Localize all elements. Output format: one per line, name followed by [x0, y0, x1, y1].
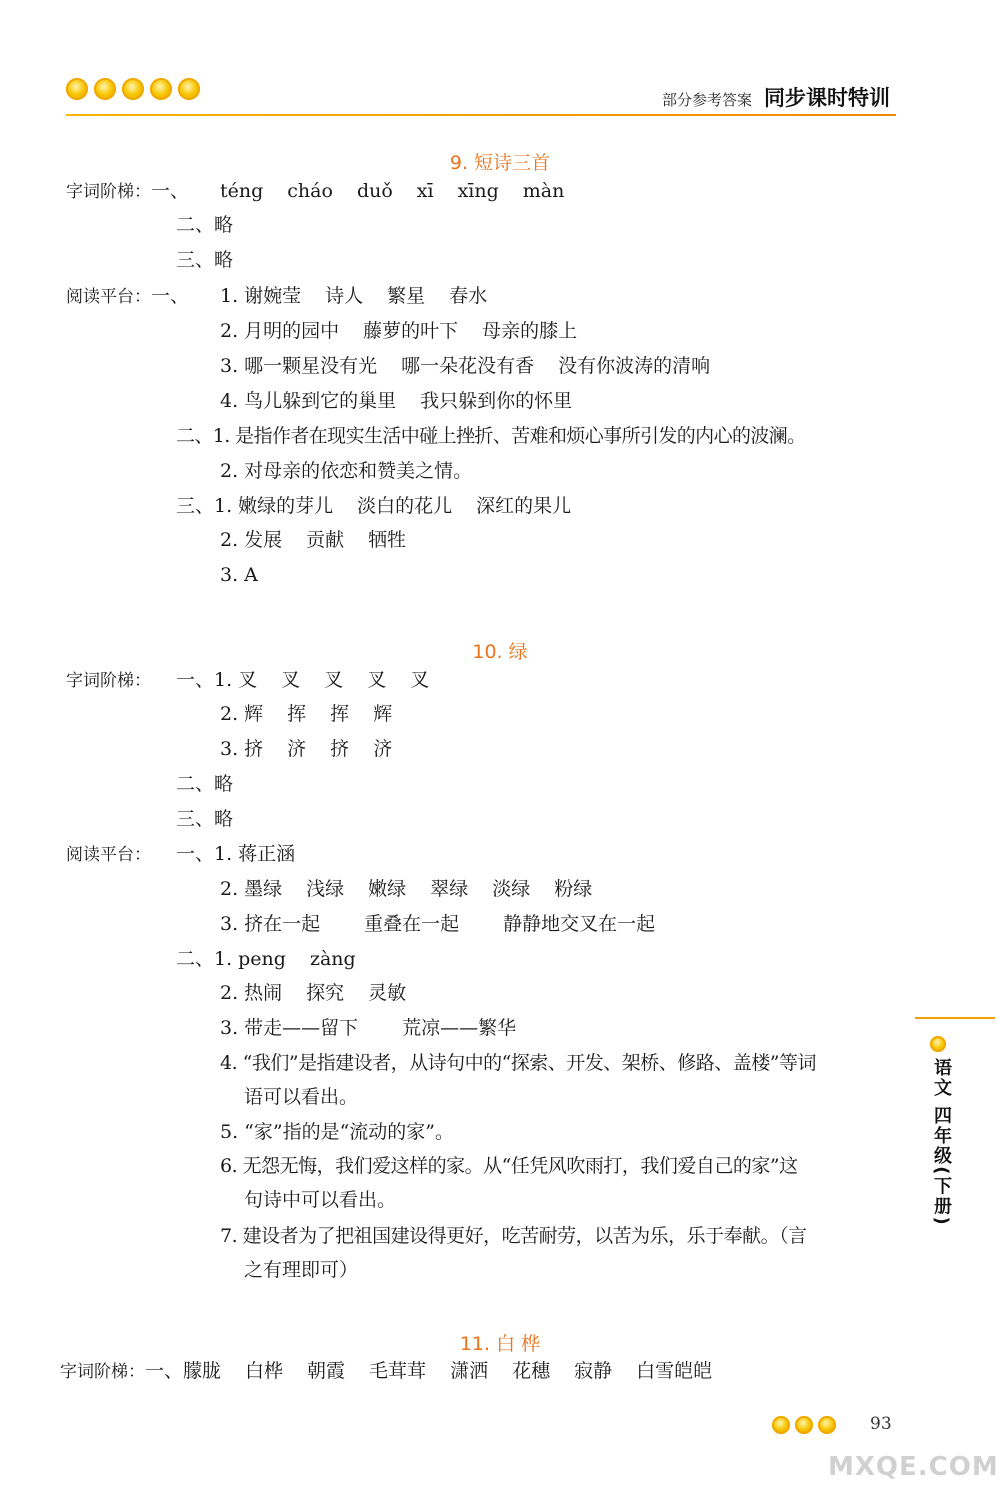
s9-yd-1-2: 2. 月明的园中 藤萝的叶下 母亲的膝上	[220, 320, 578, 342]
dot-icon	[94, 78, 116, 100]
s10-yd-2-6b: 句诗中可以看出。	[244, 1189, 397, 1211]
dot-icon	[930, 1036, 946, 1052]
side-divider	[915, 1017, 995, 1019]
book-title: 同步课时特训	[764, 86, 890, 110]
s10-yd-1-3: 3. 挤在一起 重叠在一起 静静地交叉在一起	[220, 913, 656, 935]
dot-icon	[150, 78, 172, 100]
section-title-9: 9. 短诗三首	[449, 152, 551, 174]
s10-yd-label	[66, 845, 151, 864]
s9-zc-pinyin: téng cháo duǒ xī xīng màn	[220, 180, 565, 202]
s9-yd-row1: 阅读平台：一、	[66, 285, 190, 307]
s10-zc-1-3: 3. 挤 济 挤 济	[220, 738, 393, 760]
s9-yd-2-2: 2. 对母亲的依恋和赞美之情。	[220, 460, 473, 482]
dot-icon	[122, 78, 144, 100]
s9-yd-1-4: 4. 鸟儿躲到它的巢里 我只躲到你的怀里	[220, 390, 573, 412]
dot-icon	[66, 78, 88, 100]
s9-yd-2-1: 二、1. 是指作者在现实生活中碰上挫折、苦难和烦心事所引发的内心的波澜。	[176, 425, 806, 447]
s10-yd-1-1: 一、1. 蒋正涵	[176, 843, 296, 865]
s10-zc-1-2: 2. 辉 挥 挥 辉	[220, 703, 393, 725]
side-subject-grade: 语文 四年级(下册)	[931, 1058, 952, 1227]
header-dots	[66, 78, 200, 100]
s9-yd-3-1: 三、1. 嫩绿的芽儿 淡白的花儿 深红的果儿	[176, 495, 572, 517]
header-divider	[66, 114, 896, 116]
section-title-11: 11. 白 桦	[459, 1333, 541, 1355]
page-number: 93	[870, 1414, 892, 1434]
s10-yd-2-4a: 4. “我们”是指建设者，从诗句中的“探索、开发、架桥、修路、盖楼”等词	[220, 1052, 817, 1074]
s9-yd-1-3: 3. 哪一颗星没有光 哪一朵花没有香 没有你波涛的清响	[220, 355, 711, 377]
s9-zc-row1: 字词阶梯：一、	[66, 180, 190, 202]
s9-yd-3-3: 3. A	[220, 564, 258, 586]
label-zici: 字词阶梯：	[66, 182, 151, 202]
dot-icon	[818, 1416, 836, 1434]
s9-zc-row2: 二、略	[176, 214, 234, 236]
label-yuedu: 阅读平台：	[66, 287, 151, 307]
section-title-10: 10. 绿	[472, 641, 528, 663]
s10-yd-2-7b: 之有理即可）	[244, 1259, 359, 1281]
s10-yd-2-7a: 7. 建设者为了把祖国建设得更好，吃苦耐劳，以苦为乐，乐于奉献。（言	[220, 1225, 807, 1247]
s9-yd-3-2: 2. 发展 贡献 牺牲	[220, 529, 407, 551]
dot-icon	[772, 1416, 790, 1434]
s10-zc-3: 三、略	[176, 808, 234, 830]
s9-yd-1-1: 1. 谢婉莹 诗人 繁星 春水	[220, 285, 488, 307]
s10-zc-2: 二、略	[176, 773, 234, 795]
s10-yd-2-1: 二、1. peng zàng	[176, 948, 356, 970]
footer-dots	[772, 1416, 836, 1434]
s9-zc-row3: 三、略	[176, 249, 234, 271]
dot-icon	[795, 1416, 813, 1434]
s10-yd-2-2: 2. 热闹 探究 灵敏	[220, 982, 407, 1004]
s10-zc-label	[66, 671, 151, 690]
s10-yd-2-5: 5. “家”指的是“流动的家”。	[220, 1121, 455, 1143]
label-zici: 字词阶梯：	[60, 1362, 145, 1382]
s10-yd-2-6a: 6. 无怨无悔，我们爱这样的家。从“任凭风吹雨打，我们爱自己的家”这	[220, 1155, 798, 1177]
s10-yd-2-4b: 语可以看出。	[244, 1086, 359, 1108]
dot-icon	[178, 78, 200, 100]
header-subtitle: 部分参考答案	[661, 91, 752, 109]
header-title	[662, 82, 890, 112]
s11-zc-row1: 字词阶梯：一、朦胧 白桦 朝霞 毛茸茸 潇洒 花穗 寂静 白雪皑皑	[60, 1360, 713, 1382]
label-yuedu: 阅读平台：	[66, 845, 151, 865]
watermark: MXQE.COM	[828, 1452, 999, 1482]
label-zici: 字词阶梯：	[66, 671, 151, 691]
s10-yd-1-2: 2. 墨绿 浅绿 嫩绿 翠绿 淡绿 粉绿	[220, 878, 593, 900]
s10-yd-2-3: 3. 带走——留下 荒凉——繁华	[220, 1017, 517, 1039]
s10-zc-1-1: 一、1. 叉 叉 叉 叉 叉	[176, 669, 430, 691]
